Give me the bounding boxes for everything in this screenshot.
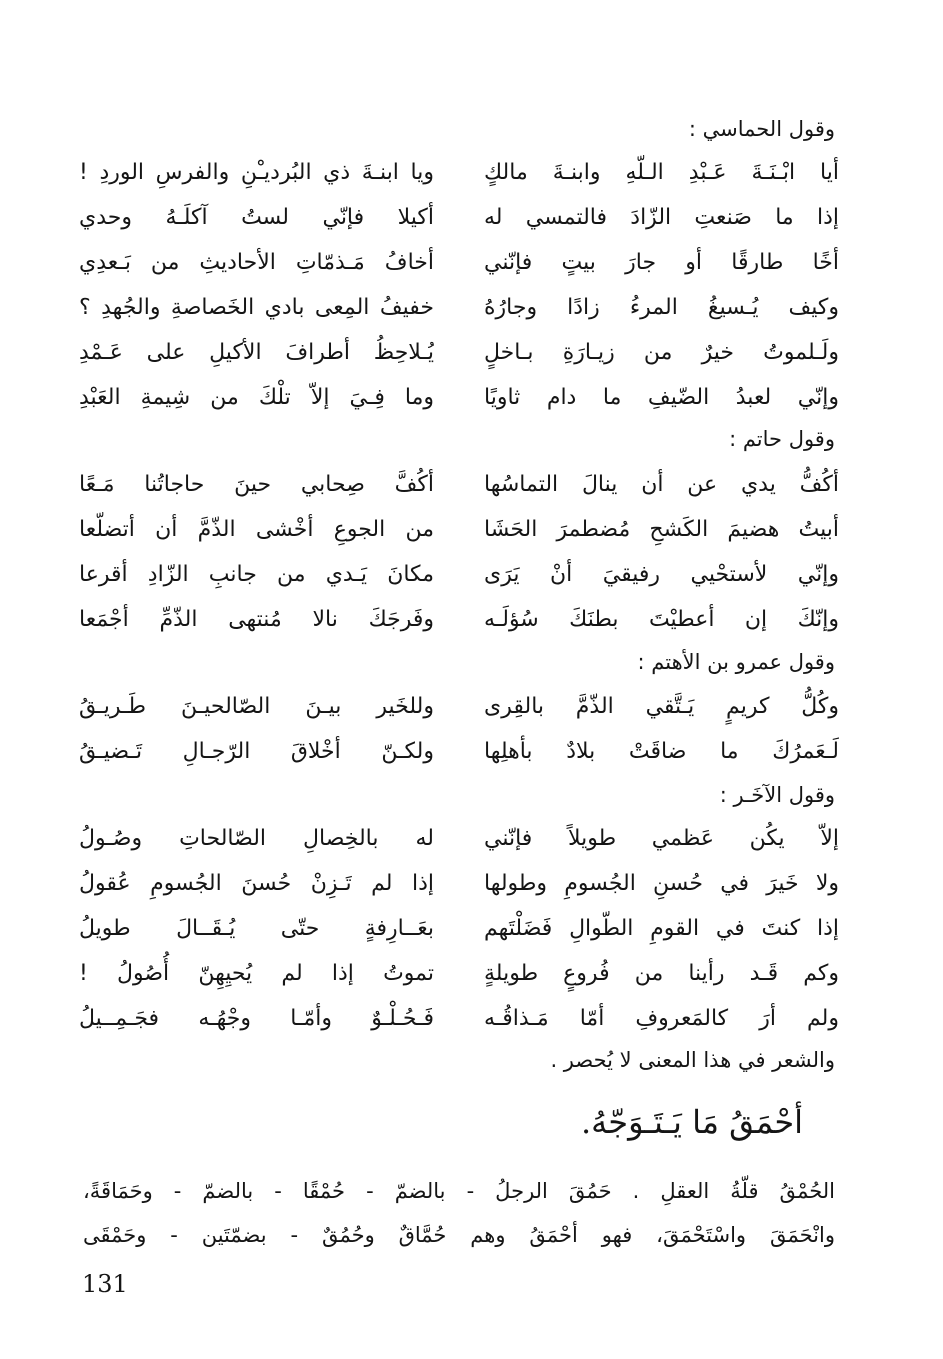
verse-first-hemistich: ولا خَيرَ في حُسنِ الجُسومِ وطولها [484,871,839,896]
verse-first-hemistich: أخًا طارقًا أو جارَ بيتٍ فإنّني [484,250,839,275]
verse-second-hemistich: إذا لم تَـزِنْ حُسنَ الجُسومِ عُقولُ [79,871,434,896]
poem-hamasi [79,150,839,420]
verse-second-hemistich: من الجوعِ أخْشى الذّمَّ أن أتضلّعا [79,517,434,542]
verse-first-hemistich: إذا كنتَ في القومِ الطّوالِ فَضَلْتَهم [484,916,839,941]
verse-first-hemistich: لَـعَمرُكَ ما ضاقَتْ بلادٌ بأهلِها [484,739,839,764]
verse-second-hemistich: فَـحُـلْـوٌ وأمّـا وجْهُـه فجَـمِــيلُ [79,1006,434,1031]
verse-second-hemistich: ولكـنّ أخْلاقَ الرّجـالِ تَـضيـقُ [79,739,434,764]
verse-second-hemistich: تموتُ إذا لم يُحيِهِنّ أُصُولُ ! [79,961,434,986]
verse [79,597,839,642]
verse-second-hemistich: أخافُ مَـذمّاتِ الأحاديثِ من بَـعدِي [79,250,434,275]
verse [79,330,839,375]
verse-first-hemistich: أيا ابْـنَـةَ عَـبْدِ الـلّهِ وابنـةَ مالكٍ [484,160,839,185]
verse-second-hemistich: وفَرجَكَ نالا مُنتهى الذّمِّ أجْمَعا [79,607,434,632]
verse-first-hemistich: إذا ما صَنعتِ الزّادَ فالتمسي له [484,205,839,230]
intro-amr: وقول عمرو بن الأهتم : [637,650,835,674]
verse [79,684,839,729]
verse-second-hemistich: بعَــارِفةٍ حتّى يُـقَــالَ طويلُ [79,916,434,941]
verse [79,507,839,552]
verse [79,951,839,996]
verse [79,195,839,240]
verse-first-hemistich: ولَـلموتُ خيرٌ من زيـارَةِ بـاخلٍ [484,340,839,365]
verse-first-hemistich: أبيتُ هضيمَ الكَشحِ مُضطمرَ الحَشَا [484,517,839,542]
verse [79,816,839,861]
verse-second-hemistich: ويا ابنـةَ ذي البُرديـْنِ والفرسِ الوردِ ! [79,160,434,185]
verse-first-hemistich: وإنّكَ إن أعطيْتَ بطنَكَ سُؤلَـه [484,607,839,632]
verse-first-hemistich: ولم أرَ كالمَعروفِ أمّا مَـذاقُـه [484,1006,839,1031]
paragraph-line: وانْحَمَقَ واسْتَحْمَقَ، فهو أحْمَقُ وهم حُمَّاقٌ وحُمُقٌ - بضمّتَين - وحَمْقَى [83,1223,835,1247]
verse [79,906,839,951]
poem-amr [79,684,839,774]
page-number: 131 [82,1270,128,1298]
poem-akhar [79,816,839,1041]
verse-second-hemistich: وما فِـيَ إلاّ تلْكَ من شِيمةِ العَبْدِ [79,385,434,410]
intro-akhar: وقول الآخَـر : [719,783,835,807]
verse [79,240,839,285]
verse-second-hemistich: وللخَير بيـنَ الصّالحيـنَ طَـريـقُ [79,694,434,719]
verse [79,861,839,906]
verse [79,552,839,597]
verse-first-hemistich: وكُلُّ كريمٍ يَـتَّقي الذّمَّ بالقِرى [484,694,839,719]
verse-second-hemistich: يُـلاحِظُ أطرافَ الأكيلِ على عَـمْدِ [79,340,434,365]
verse [79,285,839,330]
intro-hamasi: وقول الحماسي : [688,117,835,141]
verse [79,462,839,507]
verse-first-hemistich: أكُفُّ يدي عن أن ينالَ التماسُها [484,472,839,497]
intro-hatim: وقول حاتم : [729,427,835,451]
section-heading: أحْمَقُ مَا يَـتَـوَجّهُ. [580,1103,803,1141]
verse-first-hemistich: وكم قَـد رأينا من فُروعٍ طويلةٍ [484,961,839,986]
poem-hatim [79,462,839,642]
verse [79,375,839,420]
verse [79,150,839,195]
verse-second-hemistich: خفيفُ المِعى بادي الخَصاصةِ والجُهدِ ؟ [79,295,434,320]
verse-second-hemistich: أكيلا فإنّي لستُ آكلَـهُ وحدي [79,205,434,230]
closing-sentence: والشعر في هذا المعنى لا يُحصر . [550,1048,835,1072]
verse-second-hemistich: مكانَ يَـدي من جانبِ الزّادِ أقرعا [79,562,434,587]
verse-first-hemistich: وإنّي لأستحْيي رفيقيَ أنْ يَرَى [484,562,839,587]
verse [79,996,839,1041]
verse-first-hemistich: إلاّ يكُن عَظمي طويلاً فإنّني [484,826,839,851]
verse-second-hemistich: أكُفَّ صِحابي حينَ حاجاتُنا مَـعًا [79,472,434,497]
verse-first-hemistich: وكيف يُـسيغُ المرءُ زادًا وجارُهُ [484,295,839,320]
verse-second-hemistich: له بالخِصالِ الصّالحاتِ وصُـولُ [79,826,434,851]
paragraph-line: الحُمْقُ قلّةُ العقلِ . حَمُقَ الرجلُ - بالضمّ - حُمْقًا - بالضمّ - وحَمَاقَةً، [83,1179,835,1203]
verse [79,729,839,774]
verse-first-hemistich: وإنّي لعبدُ الضّيفِ ما دام ثاويًا [484,385,839,410]
